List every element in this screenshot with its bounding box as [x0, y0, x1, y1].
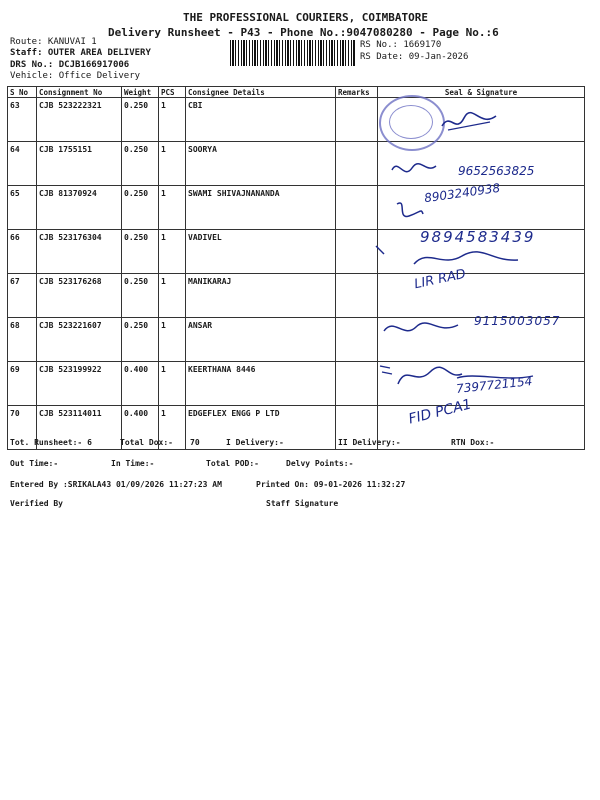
- printed-on: Printed On: 09-01-2026 11:32:27: [256, 480, 406, 489]
- staff-label: Staff: OUTER AREA DELIVERY: [10, 48, 151, 58]
- row-seal: [378, 274, 585, 318]
- row-pcs: 1: [159, 186, 186, 230]
- total-pod: Total POD:-: [206, 459, 259, 468]
- runsheet-subtitle: Delivery Runsheet - P43 - Phone No.:9047080280 - Page No.:6: [108, 26, 499, 39]
- verified-by: Verified By: [10, 499, 63, 508]
- col-weight: Weight: [122, 87, 159, 98]
- col-remarks: Remarks: [336, 87, 378, 98]
- row-consignee: VADIVEL: [186, 230, 336, 274]
- signature-scribble: [376, 360, 466, 390]
- row-consignment: CJB 523176304: [37, 230, 122, 274]
- row-pcs: 1: [159, 362, 186, 406]
- row-consignee: SWAMI SHIVAJNANANDA: [186, 186, 336, 230]
- row-weight: 0.250: [122, 98, 159, 142]
- row-remarks: [336, 362, 378, 406]
- row-sno: 65: [8, 186, 37, 230]
- row-consignment: CJB 523221607: [37, 318, 122, 362]
- seal-stamp: [379, 95, 445, 151]
- row-consignment: CJB 523222321: [37, 98, 122, 142]
- barcode: [230, 40, 356, 66]
- row-consignment: CJB 523114011: [37, 406, 122, 450]
- row-remarks: [336, 186, 378, 230]
- row-pcs: 1: [159, 406, 186, 450]
- row-consignment: CJB 81370924: [37, 186, 122, 230]
- col-consignment: Consignment No: [37, 87, 122, 98]
- row-sno: 66: [8, 230, 37, 274]
- row-consignment: CJB 523199922: [37, 362, 122, 406]
- handwritten-phone: 7397721154: [455, 374, 533, 396]
- row-consignee: KEERTHANA 8446: [186, 362, 336, 406]
- row-sno: 67: [8, 274, 37, 318]
- row-sno: 70: [8, 406, 37, 450]
- handwritten-phone: 8903240938: [423, 180, 501, 206]
- signature-scribble: [440, 108, 500, 136]
- row-weight: 0.250: [122, 186, 159, 230]
- row-consignee: SOORYA: [186, 142, 336, 186]
- row-consignee: MANIKARAJ: [186, 274, 336, 318]
- row-weight: 0.400: [122, 362, 159, 406]
- strikeout-mark: [455, 370, 535, 384]
- row-weight: 0.250: [122, 318, 159, 362]
- handwritten-note: LIR RAD: [413, 266, 468, 293]
- row-weight: 0.250: [122, 274, 159, 318]
- table-row: [8, 274, 585, 318]
- row-consignment: CJB 1755151: [37, 142, 122, 186]
- row-sno: 64: [8, 142, 37, 186]
- row-pcs: 1: [159, 142, 186, 186]
- row-pcs: 1: [159, 98, 186, 142]
- row-consignee: CBI: [186, 98, 336, 142]
- i-delivery: I Delivery:-: [226, 438, 284, 447]
- row-sno: 68: [8, 318, 37, 362]
- row-weight: 0.250: [122, 142, 159, 186]
- ii-delivery: II Delivery:-: [338, 438, 401, 447]
- row-remarks: [336, 318, 378, 362]
- row-pcs: 1: [159, 230, 186, 274]
- company-title: THE PROFESSIONAL COURIERS, COIMBATORE: [183, 11, 429, 24]
- table-row: [8, 406, 585, 450]
- staff-signature: Staff Signature: [266, 499, 339, 508]
- total-dox-value: 70: [190, 438, 200, 447]
- rs-date: RS Date: 09-Jan-2026: [360, 52, 469, 62]
- out-time: Out Time:-: [10, 459, 59, 468]
- handwritten-phone: 9115003057: [474, 314, 561, 328]
- row-consignee: EDGEFLEX ENGG P LTD: [186, 406, 336, 450]
- route-label: Route: KANUVAI 1: [10, 37, 97, 47]
- drs-label: DRS No.: DCJB166917006: [10, 60, 130, 70]
- entered-by: Entered By :SRIKALA43 01/09/2026 11:27:23 AM: [10, 480, 222, 489]
- col-pcs: PCS: [159, 87, 186, 98]
- signature-scribble: [372, 240, 522, 270]
- signature-scribble: [390, 158, 440, 182]
- row-consignment: CJB 523176268: [37, 274, 122, 318]
- vehicle-label: Vehicle: Office Delivery: [10, 71, 141, 81]
- row-remarks: [336, 142, 378, 186]
- handwritten-phone: 9652563825: [458, 164, 535, 178]
- signature-scribble: [393, 198, 425, 222]
- col-sno: S No: [8, 87, 37, 98]
- row-weight: 0.250: [122, 230, 159, 274]
- col-seal-signature: Seal & Signature: [378, 87, 585, 98]
- signature-scribble: [382, 315, 462, 339]
- delvy-points: Delvy Points:-: [286, 459, 354, 468]
- total-dox: Total Dox:-: [120, 438, 173, 447]
- row-consignee: ANSAR: [186, 318, 336, 362]
- row-sno: 63: [8, 98, 37, 142]
- rs-number: RS No.: 1669170: [360, 40, 442, 50]
- handwritten-phone: 9894583439: [420, 228, 536, 246]
- rtn-dox: RTN Dox:-: [451, 438, 495, 447]
- row-remarks: [336, 274, 378, 318]
- row-pcs: 1: [159, 274, 186, 318]
- handwritten-note: FID PCA1: [407, 396, 474, 428]
- in-time: In Time:-: [111, 459, 155, 468]
- table-header-row: [8, 87, 585, 98]
- col-consignee: Consignee Details: [186, 87, 336, 98]
- row-weight: 0.400: [122, 406, 159, 450]
- tot-runsheet: Tot. Runsheet:- 6: [10, 438, 92, 447]
- row-sno: 69: [8, 362, 37, 406]
- row-pcs: 1: [159, 318, 186, 362]
- row-remarks: [336, 98, 378, 142]
